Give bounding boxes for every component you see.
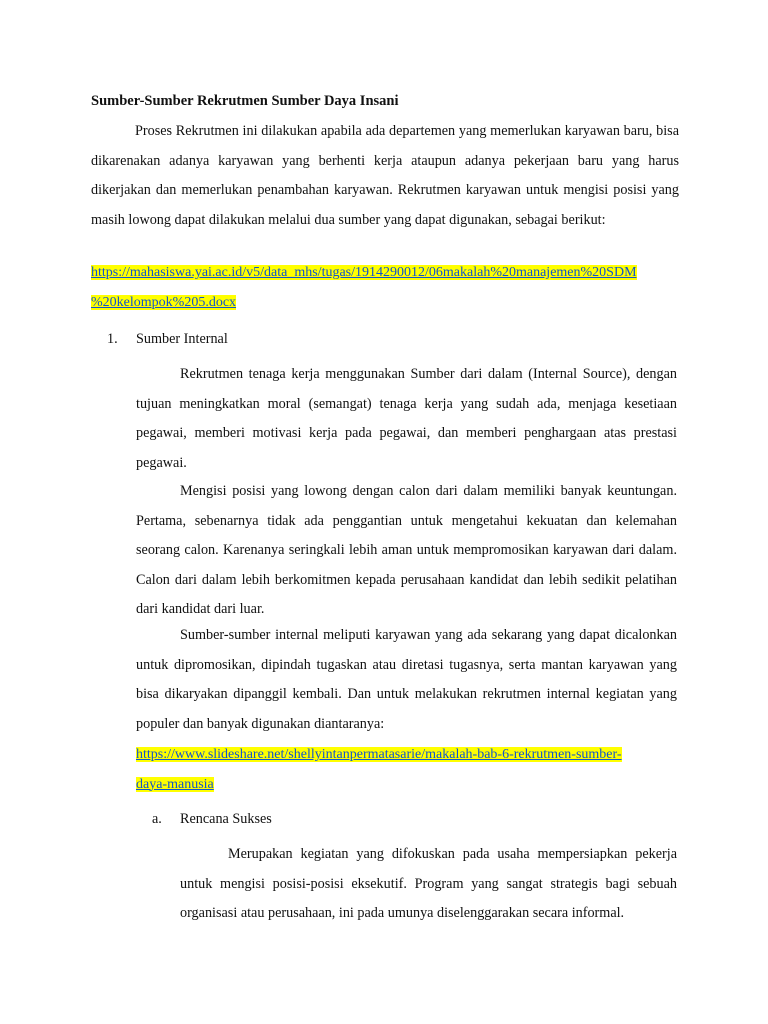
- reference-link-1-line-2[interactable]: %20kelompok%205.docx: [91, 294, 237, 310]
- intro-paragraph: Proses Rekrutmen ini dilakukan apabila ada departemen yang memerlukan karyawan baru, bisa dikarenakan adanya karyawan yang berhenti kerja ataupun adanya pekerjaan baru yang harus dikerjakan dan memerlukan penambahan karyawan. Rekrutmen karyawan untuk mengisi posisi yang masih lowong dapat dilakukan melalui dua sumber yang dapat digunakan, sebagai berikut:: [91, 123, 679, 228]
- subsection-a-paragraph: Merupakan kegiatan yang difokuskan pada usaha mempersiapkan pekerja untuk mengisi posisi-posisi eksekutif. Program yang sangat strategis bagi sebuah organisasi atau perusahaan, ini pada umunya diselenggarakan secara informal.: [180, 846, 677, 922]
- subsection-a-heading: Rencana Sukses: [180, 811, 272, 827]
- reference-link-2[interactable]: [136, 740, 676, 799]
- reference-link-1-line-1[interactable]: https://mahasiswa.yai.ac.id/v5/data_mhs/tugas/1914290012/06makalah%20manajemen%20SDM: [91, 265, 637, 280]
- reference-link-2-line-1[interactable]: https://www.slideshare.net/shellyintanpermatasarie/makalah-bab-6-rekrutmen-sumber-: [136, 747, 622, 762]
- reference-link-1[interactable]: [91, 258, 691, 317]
- section-1-paragraph-1: Rekrutmen tenaga kerja menggunakan Sumber dari dalam (Internal Source), dengan tujuan meningkatkan moral (semangat) tenaga kerja yang sudah ada, menjaga kesetiaan pegawai, memberi motivasi kerja pada pegawai, dan memberi penghargaan atas prestasi pegawai.: [136, 366, 677, 471]
- section-1-paragraph-2: Mengisi posisi yang lowong dengan calon dari dalam memiliki banyak keuntungan. Pertama, sebenarnya tidak ada penggantian untuk mengetahui kekuatan dan kelemahan seorang calon. Karenanya seringkali lebih aman untuk mempromosikan karyawan dari dalam. Calon dari dalam lebih berkomitmen kepada perusahaan kandidat dan lebih sedikit pelatihan dari kandidat dari luar.: [136, 483, 677, 618]
- subsection-a-letter: a.: [152, 811, 162, 827]
- section-1-paragraph-3: Sumber-sumber internal meliputi karyawan yang ada sekarang yang dapat dicalonkan untuk dipromosikan, dipindah tugaskan atau diretasi tugasnya, serta mantan karyawan yang bisa dikaryakan dipanggil kembali. Dan untuk melakukan rekrutmen internal kegiatan yang populer dan banyak digunakan diantaranya:: [136, 627, 677, 732]
- section-1-number: 1.: [107, 331, 118, 347]
- document-title: Sumber-Sumber Rekrutmen Sumber Daya Insani: [91, 93, 399, 109]
- reference-link-2-line-2[interactable]: daya-manusia: [136, 776, 214, 792]
- section-1-heading: Sumber Internal: [136, 331, 228, 347]
